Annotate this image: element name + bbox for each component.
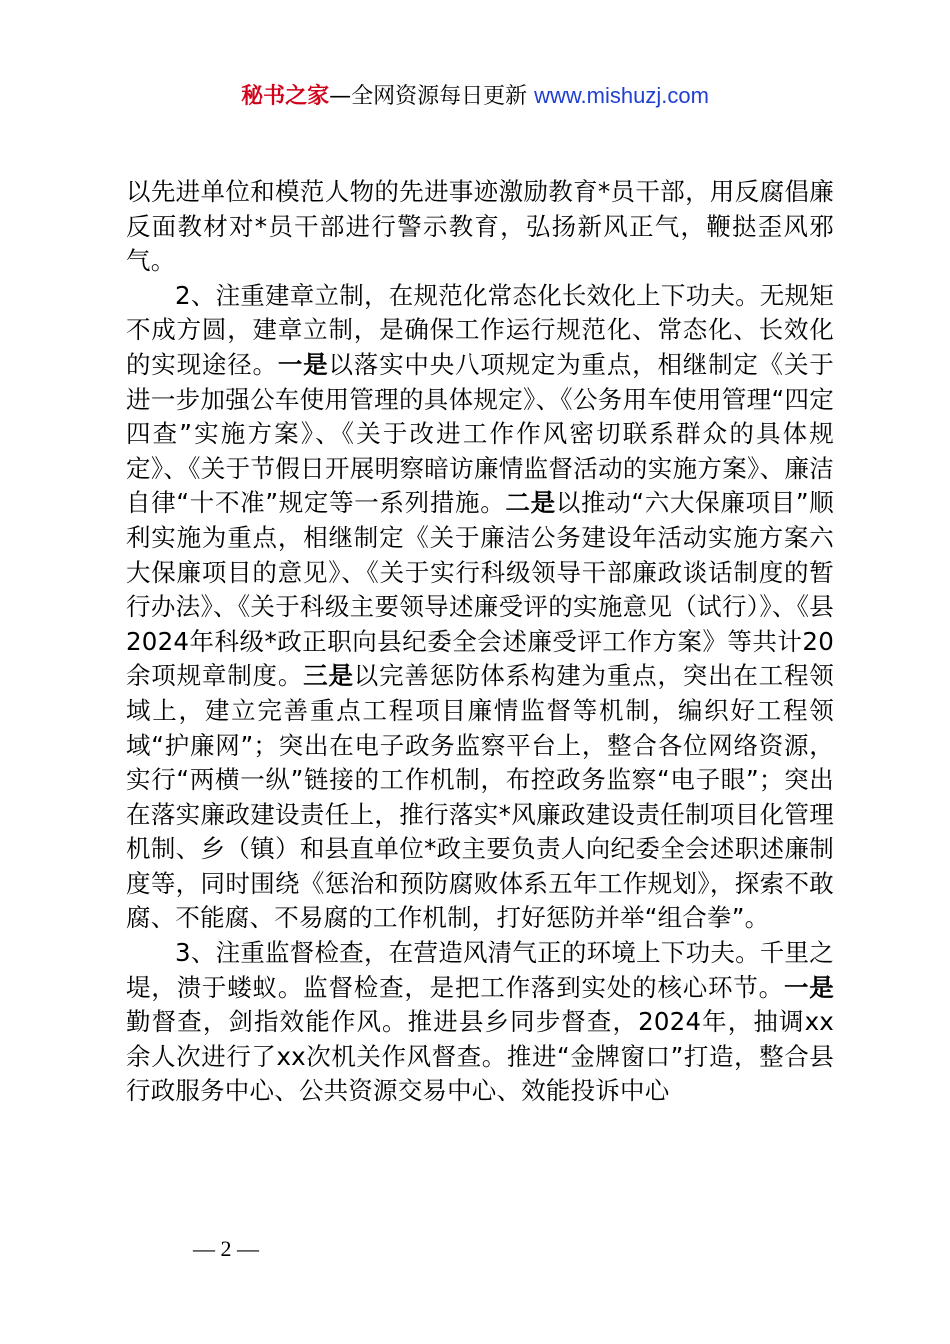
paragraph-intro: 3、注重监督检查，在营造风清气正的环境上下功夫。千里之堤，溃于蝼蚁。监督检查，是把工作落到实处的核心环节。 <box>126 938 834 1002</box>
point-one-marker: 一是 <box>783 972 834 1002</box>
paragraph-continued: 以先进单位和模范人物的先进事迹激励教育*员干部，用反腐倡廉反面教材对*员干部进行警示教育，弘扬新风正气，鞭挞歪风邪气。 <box>126 177 834 276</box>
document-body <box>126 175 834 1109</box>
paragraph-supervision <box>126 936 834 1109</box>
page-header <box>0 80 950 113</box>
point-one-text: 以落实中央八项规定为重点，相继制定《关于进一步加强公车使用管理的具体规定》、《公务用车使用管理“四定四查”实施方案》、《关于改进工作作风密切联系群众的具体规定》、《关于节假日开展明察暗访廉情监督活动的实施方案》、廉洁自律“十不准”规定等一系列措施。 <box>126 349 835 518</box>
paragraph-regulations <box>126 279 834 936</box>
point-three-text: 以完善惩防体系构建为重点，突出在工程领域上，建立完善重点工程项目廉情监督等机制，编织好工程领域“护廉网”；突出在电子政务监察平台上，整合各位网络资源，实行“两横一纵”链接的工作机制，布控政务监察“电子眼”；突出在落实廉政建设责任上，推行落实*风廉政建设责任制项目化管理机制、乡（镇）和县直单位*政主要负责人向纪委全会述职述廉制度等，同时围绕《惩治和预防腐败体系五年工作规划》，探索不敢腐、不能腐、不易腐的工作机制，打好惩防并举“组合拳”。 <box>126 661 834 933</box>
header-tagline: —全网资源每日更新 <box>329 84 528 109</box>
point-one-text: 勤督查，剑指效能作风。推进县乡同步督查，2024年，抽调xx余人次进行了xx次机关作风督查。推进“金牌窗口”打造，整合县行政服务中心、公共资源交易中心、效能投诉中心 <box>126 1007 834 1106</box>
point-three-marker: 三是 <box>303 661 354 691</box>
page-number: — 2 — <box>193 1236 259 1261</box>
paragraph-intro: 2、注重建章立制，在规范化常态化长效化上下功夫。无规矩不成方圆，建章立制，是确保工作运行规范化、常态化、长效化的实现途径。 <box>126 280 834 379</box>
point-one-marker: 一是 <box>277 349 329 379</box>
point-two-marker: 二是 <box>505 488 556 518</box>
brand-name: 秘书之家 <box>241 84 330 109</box>
site-url[interactable]: www.mishuzj.com <box>534 83 709 108</box>
point-two-text: 以推动“六大保廉项目”顺利实施为重点，相继制定《关于廉洁公务建设年活动实施方案六大保廉项目的意见》、《关于实行科级领导干部廉政谈话制度的暂行办法》、《关于科级主要领导述廉受评的实施意见（试行）》、《县2024年科级*政正职向县纪委全会述廉受评工作方案》等共计20余项规章制度。 <box>126 488 834 691</box>
